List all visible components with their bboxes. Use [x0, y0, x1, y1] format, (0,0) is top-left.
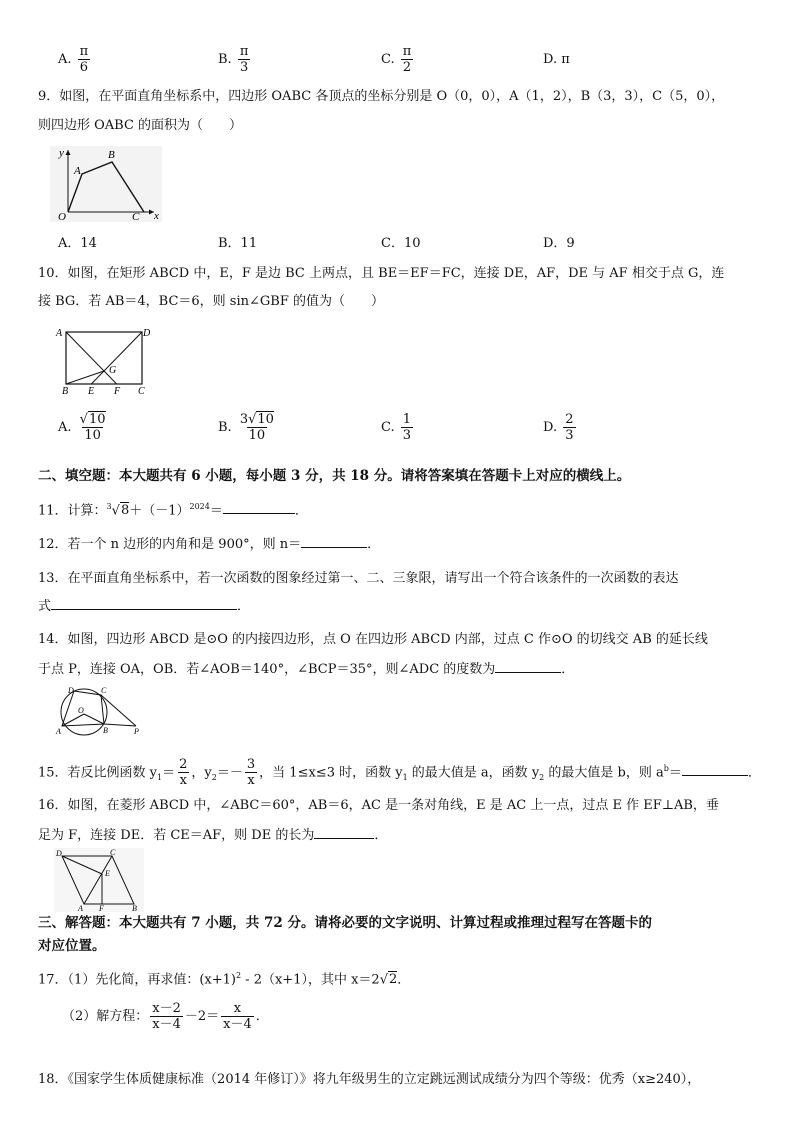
figure-background [54, 848, 144, 912]
label-a: A [56, 328, 63, 339]
answer-blank[interactable] [51, 597, 237, 610]
fraction: $\frac{3√10}{10}$ [239, 412, 274, 443]
fraction: $\frac{\pi}{6}$ [79, 44, 89, 75]
label-b: B [132, 904, 137, 912]
q8-option-d: D. π [543, 52, 570, 67]
extension-bp [104, 724, 136, 726]
q8-option-b [218, 44, 252, 75]
label-f: F [114, 386, 121, 396]
label-d: D [56, 849, 62, 858]
q10-figure [54, 324, 154, 396]
label-f: F [99, 904, 104, 912]
label-d: D [68, 686, 74, 695]
q13-line-1: 13．在平面直角坐标系中，若一次函数的图象经过第一、二、三象限，请写出一个符合该条件的一次函数的表达 [38, 571, 679, 586]
q16-line-2: 足为 F，连接 DE．若 CE＝AF，则 DE 的长为 ． [38, 828, 388, 843]
figure-background [50, 146, 162, 222]
fraction: $\frac{1}{3}$ [402, 412, 412, 443]
circle-o [61, 689, 107, 735]
fraction: $\frac{2}{x}$ [179, 757, 188, 789]
fraction: $\frac{\pi}{3}$ [239, 44, 249, 75]
answer-blank[interactable] [495, 660, 561, 673]
label-c: C [101, 686, 107, 695]
label-p: P [134, 727, 139, 736]
q14-line-2: 于点 P，连接 OA，OB．若∠AOB＝140°，∠BCP＝35°，则∠ADC 的度数为 ． [38, 662, 575, 677]
fraction: $\frac{\pi}{2}$ [402, 44, 412, 75]
tangent-cp [101, 695, 136, 726]
label-e: E [88, 386, 95, 396]
label-x: x [154, 210, 159, 222]
q8-option-a [58, 44, 92, 75]
answer-blank[interactable] [223, 501, 295, 514]
option-letter: C. [381, 52, 395, 67]
segment-ob [84, 714, 104, 724]
q9-option-c: C．10 [381, 236, 421, 251]
label-c: C [110, 848, 116, 857]
label-c: C [138, 386, 145, 396]
q10-line-2: 接 BG．若 AB＝4，BC＝6，则 sin∠GBF 的值为（ ） [38, 294, 384, 309]
label-e: E [105, 869, 110, 878]
section-2-heading: 二、填空题：本大题共有 6 小题，每小题 3 分，共 18 分。请将答案填在答题卡上对应的横线上。 [38, 468, 631, 484]
q12-line: 12．若一个 n 边形的内角和是 900°，则 n＝ ． [38, 537, 381, 552]
q9-figure [50, 146, 162, 222]
label-b: B [62, 386, 69, 396]
segment-af [66, 332, 117, 384]
rectangle-abcd [66, 332, 142, 384]
option-letter: B. [218, 52, 232, 67]
q10-line-1: 10．如图，在矩形 ABCD 中，E，F 是边 BC 上两点，且 BE＝EF＝FC，连接 DE，AF，DE 与 AF 相交于点 G，连 [38, 266, 725, 281]
q8-option-c [381, 44, 415, 75]
label-g: G [109, 365, 117, 376]
label-a: A [74, 165, 81, 177]
label-a: A [78, 904, 83, 912]
label-b: B [103, 726, 108, 735]
label-c: C [132, 211, 140, 222]
q9-option-d: D．9 [543, 236, 575, 251]
label-d: D [143, 328, 151, 339]
label-a: A [56, 727, 61, 736]
fraction: $\frac{x}{x-4}$ [223, 1001, 252, 1032]
q13-line-2: 式 ． [38, 599, 251, 614]
option-letter: A. [58, 52, 72, 67]
q18-line: 18．《国家学生体质健康标准（2014 年修订）》将九年级男生的立定跳远测试成绩分为四个等级：优秀（x≥240）， [38, 1072, 701, 1087]
label-o: O [78, 706, 84, 715]
fraction: $\frac{3}{x}$ [246, 757, 256, 789]
fraction: $\frac{2}{3}$ [565, 412, 574, 443]
q9-line-1: 9．如图，在平面直角坐标系中，四边形 OABC 各顶点的坐标分别是 O（0，0），A（1，2），B（3，3），C（5，0）， [38, 89, 725, 104]
q9-option-a: A．14 [58, 236, 97, 251]
q14-figure [54, 686, 154, 740]
q17-part-2: （2）解方程： $\frac{x-2}{x-4}$ －2＝ $\frac{x}{x-4}$ ． [62, 1001, 269, 1032]
fraction: $\frac{x-2}{x-4}$ [152, 1001, 181, 1032]
q16-figure [54, 848, 144, 912]
segment-de [91, 332, 142, 384]
answer-blank[interactable] [682, 763, 748, 776]
q10-option-d: D. $\frac{2}{3}$ [543, 412, 574, 443]
q10-option-a: A. $\frac{√10}{10}$ [58, 412, 106, 443]
q16-line-1: 16．如图，在菱形 ABCD 中，∠ABC＝60°，AB＝6，AC 是一条对角线，E 是 AC 上一点，过点 E 作 EF⊥AB，垂 [38, 798, 719, 813]
q15-line: 15．若反比例函数 $y_1=$ $\frac{2}{x}$ ，$y_2=-$ $\frac{3}{x}$ ，当 1≤x≤3 时，函数 $y_1$ 的最大值是 a，函数 $y_2$ 的最大值是 b，则 $a^b=$ ． [38, 757, 761, 789]
q9-option-b: B．11 [218, 236, 258, 251]
q14-line-1: 14．如图，四边形 ABCD 是⊙O 的内接四边形，点 O 在四边形 ABCD 内部，过点 C 作⊙O 的切线交 AB 的延长线 [38, 632, 708, 647]
label-y: y [59, 147, 64, 159]
label-o: O [58, 211, 66, 222]
q9-line-2: 则四边形 OABC 的面积为（ ） [38, 118, 243, 133]
label-b: B [108, 149, 115, 161]
q11-line: 11．计算：$^3√8+(-1)^{2024}=$ ． [38, 502, 308, 519]
answer-blank[interactable] [314, 826, 374, 839]
section-3-heading-line-2: 对应位置。 [38, 938, 106, 954]
fraction: $\frac{√10}{10}$ [79, 412, 106, 443]
q10-option-b: B. $\frac{3√10}{10}$ [218, 412, 274, 443]
q10-option-c: C. $\frac{1}{3}$ [381, 412, 412, 443]
q17-part-1: 17．（1）先化简，再求值：$(x+1)^2 - 2(x+1)$，其中 x＝2√2． [38, 971, 411, 988]
section-3-heading-line-1: 三、解答题：本大题共有 7 小题，共 72 分。请将必要的文字说明、计算过程或推理过程写在答题卡的 [38, 915, 652, 931]
answer-blank[interactable] [301, 535, 367, 548]
